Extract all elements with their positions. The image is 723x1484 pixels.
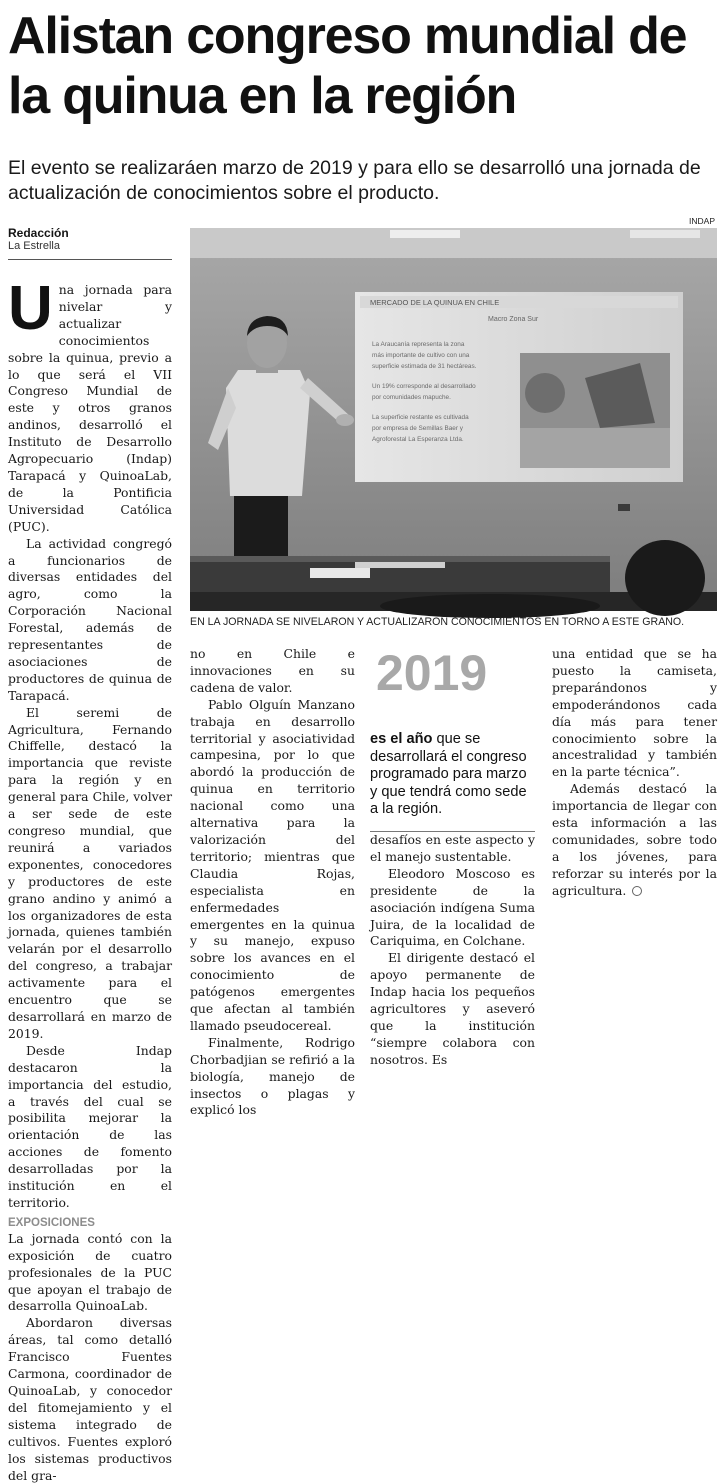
byline-divider bbox=[8, 259, 172, 260]
photo-caption: EN LA JORNADA SE NIVELARON Y ACTUALIZARON CONOCIMIENTOS EN TORNO A ESTE GRANO. bbox=[190, 616, 685, 628]
byline bbox=[8, 226, 172, 253]
projected-slide bbox=[355, 292, 683, 482]
end-mark-icon bbox=[632, 886, 642, 896]
byline-author: Redacción bbox=[8, 226, 69, 240]
column-4 bbox=[552, 646, 717, 900]
paragraph: Además destacó la importancia de llegar con esta información a las comunidades, sobre todo a los jóvenes, para reforzar su interés por la agricultura. bbox=[552, 781, 717, 898]
paragraph: La jornada contó con la exposición de cuatro profesionales de la PUC que apoyan el trabajo de desarrolla QuinoaLab. bbox=[8, 1230, 172, 1314]
paragraph: una entidad que se ha puesto la camiseta, preparándonos y empoderándonos cada día más para tener conocimiento sobre la ancestralidad y también en la parte técnica”. bbox=[552, 646, 717, 780]
headline: Alistan congreso mundial de la quinua en la región bbox=[8, 7, 687, 125]
pull-quote-number: 2019 bbox=[376, 645, 488, 701]
section-heading: EXPOSICIONES bbox=[8, 1216, 95, 1229]
slide-bullet: por empresa de Semillas Baer y bbox=[372, 425, 463, 432]
slide-title: MERCADO DE LA QUINUA EN CHILE bbox=[370, 298, 500, 307]
dropcap: U bbox=[8, 274, 53, 343]
paragraph: Pablo Olguín Manzano trabaja en desarrollo territorial y asociatividad campesina, por lo que abordó la producción de quinua en territorio nacional como una alternativa para la valorización del territorio; mientras que Claudia Rojas, especialista en enfermedades emergentes en la quinua y su manejo, expuso sobre los avances en el conocimiento de patógenos emergentes que afectan al también llamado pseudocereal. bbox=[190, 696, 355, 1033]
paragraph: Finalmente, Rodrigo Chorbadjian se refirió a la biología, manejo de insectos o plagas y explicó los bbox=[190, 1034, 355, 1118]
slide-bullet: La Araucanía representa la zona bbox=[372, 341, 465, 348]
column-3 bbox=[370, 832, 535, 1069]
photo-scene bbox=[190, 228, 717, 611]
paragraph: Abordaron diversas áreas, tal como detalló Francisco Fuentes Carmona, coordinador de QuinoaLab, y conocedor del fitomejamiento y el sistema integrado de cultivos. Fuentes exploró los sistemas productivos del gra- bbox=[8, 1315, 172, 1483]
slide-bullet: superficie estimada de 31 hectáreas. bbox=[372, 363, 477, 370]
slide-subtitle: Macro Zona Sur bbox=[488, 316, 539, 323]
paragraph: El dirigente destacó el apoyo permanente de Indap hacia los pequeños agricultores y aseveró que la institución “siempre colabora con nosotros. Es bbox=[370, 950, 535, 1067]
slide-bullet: Agroforestal La Esperanza Ltda. bbox=[372, 436, 464, 443]
paragraph: Eleodoro Moscoso es presidente de la asociación indígena Suma Juira, de la localidad de Cariquima, en Colchane. bbox=[370, 865, 535, 949]
slide-bullet: más importante de cultivo con una bbox=[372, 352, 470, 359]
paragraph: no en Chile e innovaciones en su cadena de valor. bbox=[190, 646, 355, 695]
slide-bullet: por comunidades mapuche. bbox=[372, 394, 451, 401]
paragraph: desafíos en este aspecto y el manejo sustentable. bbox=[370, 832, 535, 864]
paragraph: El seremi de Agricultura, Fernando Chiffelle, destacó la importancia que reviste para la región y en general para Chile, volver a ser sede de este congreso mundial, que reunirá a variados exponentes, conocedores y productores de este grano andino y animó a los organizadores de esta jornada, quienes también velarán por el desarrollo del congreso, a trabajar activamente para el encuentro que se desarrollará en marzo de 2019. bbox=[8, 704, 172, 1041]
pull-quote bbox=[370, 645, 535, 832]
slide-bullet: Un 19% corresponde al desarrollado bbox=[372, 383, 476, 390]
byline-outlet: La Estrella bbox=[8, 240, 60, 252]
photo-credit: INDAP bbox=[689, 216, 715, 226]
lead-paragraph: Una jornada para nivelar y actualizar conocimientos sobre la quinua, previo a lo que será el VII Congreso Mundial de este y otros granos andinos, desarrolló el Instituto de Desarrollo Agropecuario (Indap) Tarapacá y QuinoaLab, de la Pontificia Universidad Católica (PUC). bbox=[8, 274, 172, 534]
article-photo bbox=[190, 228, 717, 611]
subtitle: El evento se realizaráen marzo de 2019 y para ello se desarrolló una jornada de actualización de conocimientos sobre el producto. bbox=[8, 157, 701, 204]
slide-bullet: La superficie restante es cultivada bbox=[372, 414, 469, 421]
paragraph: La actividad congregó a funcionarios de diversas entidades del agro, como la Corporación Nacional Forestal, además de representantes de asociaciones de productores de quinua de Tarapacá. bbox=[8, 535, 172, 703]
column-1 bbox=[8, 274, 172, 1484]
column-2 bbox=[190, 646, 355, 1119]
pull-quote-text: es el año que se desarrollará el congreso programado para marzo y que tendrá como sede a la región. bbox=[370, 731, 527, 817]
paragraph: Desde Indap destacaron la importancia del estudio, a través del cual se posibilita mejorar la orientación de las acciones de fomento desarrolladas por la institución en el territorio. bbox=[8, 1042, 172, 1210]
